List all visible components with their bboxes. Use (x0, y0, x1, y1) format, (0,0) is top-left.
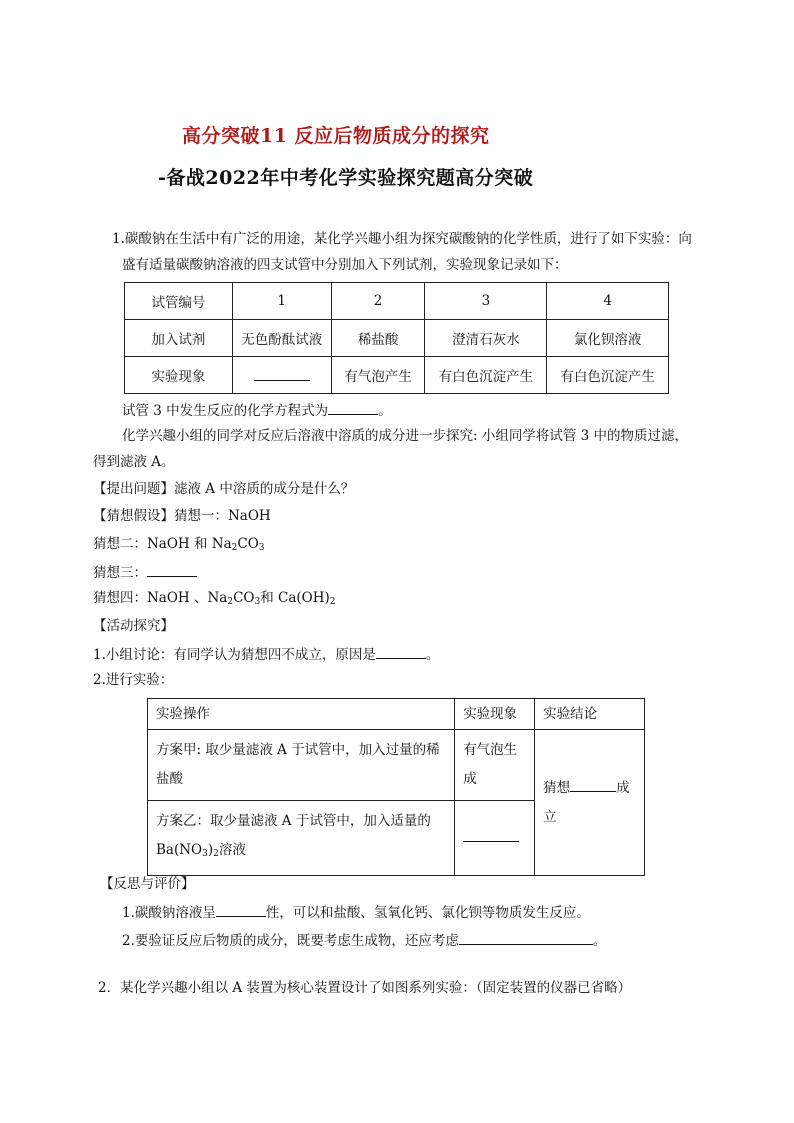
hypothesis-1: 【猜想假设】猜想一：NaOH (93, 508, 271, 524)
reflection-2: 2.要验证反应后物质的成分，既要考虑生成物，还应考虑 。 (122, 930, 606, 950)
table-cell: 4 (547, 283, 669, 320)
table-cell: 2 (331, 283, 425, 320)
answer-blank[interactable] (216, 902, 266, 917)
table-row (148, 730, 645, 801)
answer-blank[interactable] (328, 400, 378, 415)
reagent-table (124, 282, 669, 394)
table-cell: 无色酚酞试液 (232, 320, 331, 357)
discussion-line: 1.小组讨论：有同学认为猜想四不成立，原因是 。 (93, 644, 439, 664)
doc-title: 高分突破11 反应后物质成分的探究 (182, 125, 490, 147)
equation-line (122, 400, 392, 420)
hypothesis-4: 猜想四：NaOH 、$Na_2CO_3$和 $Ca(OH)_2$ (93, 590, 336, 607)
answer-blank[interactable] (254, 366, 310, 381)
table-row (148, 699, 645, 730)
table-cell: 有气泡生 成 (455, 730, 535, 801)
experiment-heading: 2.进行实验： (93, 672, 174, 688)
table-cell: 加入试剂 (125, 320, 233, 357)
reflection-heading: 【反思与评价】 (100, 876, 195, 892)
activity-heading: 【活动探究】 (93, 618, 174, 634)
question-heading: 【提出问题】滤液 A 中溶质的成分是什么？ (93, 481, 355, 497)
table-cell: 有白色沉淀产生 (547, 357, 669, 394)
answer-blank[interactable] (570, 777, 616, 792)
table-cell: 实验现象 (125, 357, 233, 394)
table-cell: 3 (425, 283, 547, 320)
hypothesis-2: 猜想二：NaOH 和 $Na_2CO_3$ (93, 536, 265, 553)
table-cell: 有气泡产生 (331, 357, 425, 394)
table-cell: 试管编号 (125, 283, 233, 320)
table-cell: 实验操作 (148, 699, 455, 730)
table-cell (455, 801, 535, 876)
doc-subtitle: -备战2022年中考化学实验探究题高分突破 (158, 167, 534, 189)
table-cell: 实验结论 (535, 699, 645, 730)
table-cell (232, 357, 331, 394)
table-cell: 方案乙：取少量滤液 A 于试管中，加入适量的 $Ba(NO_3)_2$溶液 (148, 801, 455, 876)
table-cell: 1 (232, 283, 331, 320)
table-cell: 澄清石灰水 (425, 320, 547, 357)
reflection-1: 1.碳酸钠溶液呈 性，可以和盐酸、氢氧化钙、氯化钡等物质发生反应。 (122, 902, 590, 922)
table-row (125, 283, 669, 320)
hypothesis-3: 猜想三： (93, 562, 197, 582)
table-cell: 实验现象 (455, 699, 535, 730)
q1-line2: 盛有适量碳酸钠溶液的四支试管中分别加入下列试剂，实验现象记录如下： (122, 257, 568, 273)
q1-line1: 1.碳酸钠在生活中有广泛的用途，某化学兴趣小组为探究碳酸钠的化学性质，进行了如下实验：向 (112, 231, 692, 247)
table-cell: 稀盐酸 (331, 320, 425, 357)
table-cell: 方案甲: 取少量滤液 A 于试管中，加入过量的稀 盐酸 (148, 730, 455, 801)
explore-line1: 化学兴趣小组的同学对反应后溶液中溶质的成分进一步探究: 小组同学将试管 3 中的物质过滤， (122, 428, 689, 444)
table-cell: 氯化钡溶液 (547, 320, 669, 357)
table-row (125, 320, 669, 357)
experiment-table (147, 698, 645, 876)
answer-blank[interactable] (147, 562, 197, 577)
explore-line2: 得到滤液 A。 (93, 454, 175, 470)
answer-blank[interactable] (376, 644, 426, 659)
period: 。 (378, 403, 392, 419)
answer-blank[interactable] (459, 930, 593, 945)
table-cell: 猜想 成 立 (535, 730, 645, 876)
table-cell: 有白色沉淀产生 (425, 357, 547, 394)
table-row (125, 357, 669, 394)
answer-blank[interactable] (463, 827, 519, 842)
equation-prompt: 试管 3 中发生反应的化学方程式为 (122, 403, 329, 419)
q2-line1: 2．某化学兴趣小组以 A 装置为核心装置设计了如图系列实验：（固定装置的仪器已省略） (98, 980, 632, 996)
